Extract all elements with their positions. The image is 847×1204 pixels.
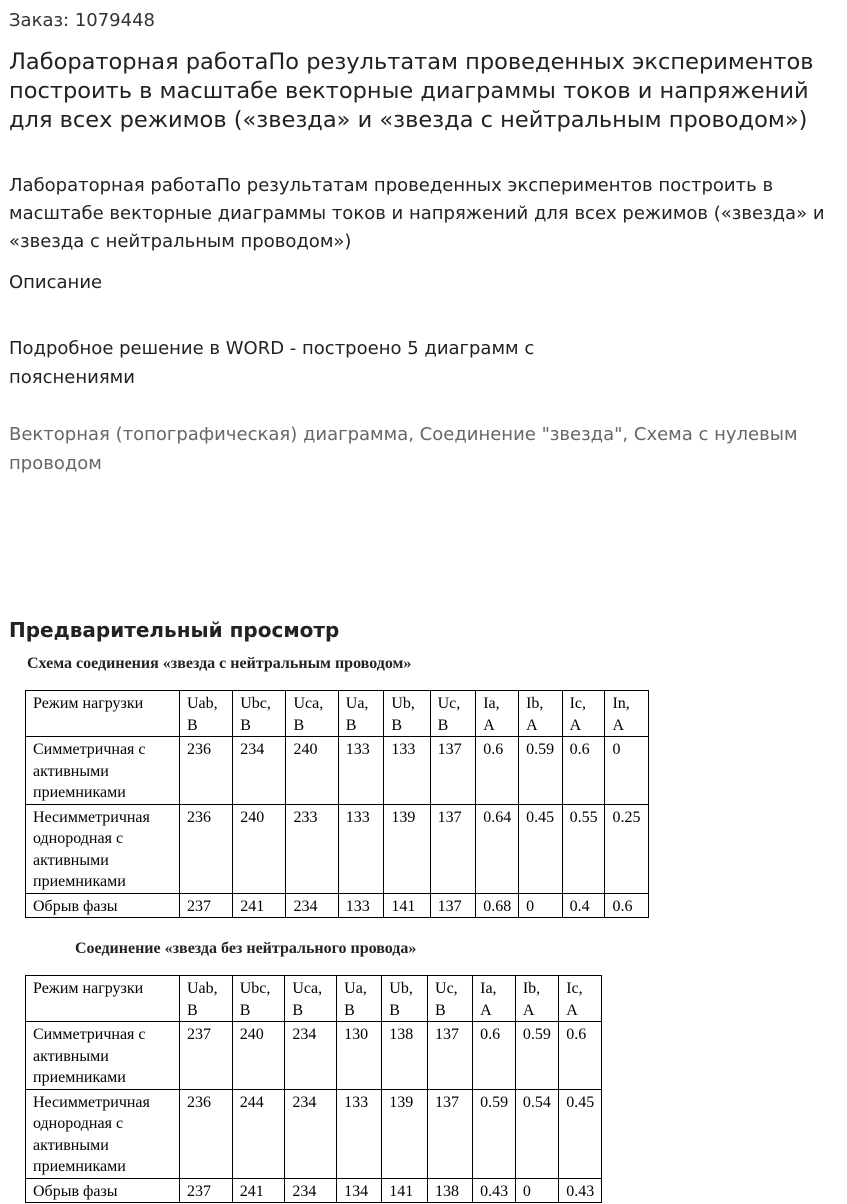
table-cell: Ia, А: [476, 691, 519, 737]
table-cell-mode: Симметричная с активными приемниками: [26, 737, 180, 805]
table-cell: Ub, В: [384, 691, 430, 737]
table1-caption: Схема соединения «звезда с нейтральным проводом»: [27, 655, 412, 672]
table-cell: Ubc, В: [233, 691, 286, 737]
table-cell: Ua, В: [337, 976, 382, 1022]
table-row: [26, 1178, 602, 1203]
table-cell: 134: [337, 1178, 382, 1203]
table-cell: 0.68: [476, 893, 519, 918]
table-cell: 241: [233, 893, 286, 918]
table-cell: 0.64: [476, 804, 519, 893]
order-number: Заказ: 1079448: [9, 10, 155, 31]
table-cell: 0.59: [473, 1089, 516, 1178]
table-cell: Uab, В: [180, 691, 233, 737]
table-cell: 138: [428, 1178, 473, 1203]
table-cell: 137: [428, 1022, 473, 1090]
table-header-row: [26, 691, 649, 737]
table-cell: 237: [180, 1178, 233, 1203]
table-cell: Uc, В: [430, 691, 476, 737]
table-cell: 234: [233, 737, 286, 805]
table-cell: 234: [285, 1022, 337, 1090]
table-cell: Ic, А: [562, 691, 605, 737]
table-row: [26, 1022, 602, 1090]
table-cell: 137: [428, 1089, 473, 1178]
table-cell: Uc, В: [428, 976, 473, 1022]
table-cell: 137: [430, 737, 476, 805]
table-header-row: [26, 976, 602, 1022]
table-cell: Ubc, В: [232, 976, 285, 1022]
table-cell: 0.6: [559, 1022, 602, 1090]
table-cell: Ib, А: [515, 976, 558, 1022]
table-cell: 237: [180, 893, 233, 918]
table-cell: Ub, В: [382, 976, 428, 1022]
table-cell: Ib, А: [519, 691, 563, 737]
table-cell: 236: [180, 1089, 233, 1178]
table-cell: Uab, В: [180, 976, 233, 1022]
table-cell-mode: Несимметричная однородная с активными приемниками: [26, 804, 180, 893]
table-cell: 240: [286, 737, 338, 805]
table-row: [26, 1089, 602, 1178]
table-cell: 0: [515, 1178, 558, 1203]
table-cell: 237: [180, 1022, 233, 1090]
table-cell: 0: [605, 737, 649, 805]
table-cell-mode: Симметричная с активными приемниками: [26, 1022, 180, 1090]
description-tags: Векторная (топографическая) диаграмма, Соединение "звезда", Схема с нулевым проводом: [9, 424, 798, 474]
preview-heading: Предварительный просмотр: [9, 618, 340, 642]
table-cell: 236: [180, 804, 233, 893]
description-heading: Описание: [9, 272, 103, 293]
table-cell: 234: [285, 1089, 337, 1178]
table-cell: 0.54: [515, 1089, 558, 1178]
table-cell: 0.59: [519, 737, 563, 805]
table-cell: 236: [180, 737, 233, 805]
table-cell-mode: Режим нагрузки: [26, 976, 180, 1022]
table-cell: 141: [382, 1178, 428, 1203]
table-cell: 0.43: [473, 1178, 516, 1203]
table-cell: 234: [285, 1178, 337, 1203]
table-cell: 138: [382, 1022, 428, 1090]
table-cell: 0.4: [562, 893, 605, 918]
table-cell-mode: Обрыв фазы: [26, 1178, 180, 1203]
table-cell: 137: [430, 804, 476, 893]
table-cell: 133: [384, 737, 430, 805]
table-cell: 233: [286, 804, 338, 893]
table-neutral-wire: [25, 690, 649, 918]
table2-caption: Соединение «звезда без нейтрального провода»: [75, 940, 417, 957]
table-cell-mode: Режим нагрузки: [26, 691, 180, 737]
table-cell: 130: [337, 1022, 382, 1090]
table-cell: 0.55: [562, 804, 605, 893]
table-cell: 0.43: [559, 1178, 602, 1203]
table-cell: 0.6: [473, 1022, 516, 1090]
table-cell: Ic, А: [559, 976, 602, 1022]
table-cell: 0.6: [605, 893, 649, 918]
table-cell: 133: [338, 737, 384, 805]
page-subtitle: Лабораторная работаПо результатам проведенных экспериментов построить в масштабе векторные диаграммы токов и напряжений для всех режимов («звезда» и «звезда с нейтральным проводом»): [9, 175, 825, 252]
table-cell: 137: [430, 893, 476, 918]
table-cell: 0: [519, 893, 563, 918]
table-row: [26, 804, 649, 893]
table-cell-mode: Несимметричная однородная с активными приемниками: [26, 1089, 180, 1178]
table-cell: 244: [232, 1089, 285, 1178]
table-cell: Uca, В: [286, 691, 338, 737]
table-cell: 234: [286, 893, 338, 918]
description-body: Подробное решение в WORD - построено 5 диаграмм с пояснениями: [9, 338, 535, 388]
table-cell: 139: [382, 1089, 428, 1178]
table-cell: 0.59: [515, 1022, 558, 1090]
table-cell: In, А: [605, 691, 649, 737]
table-cell: Ia, А: [473, 976, 516, 1022]
table-cell: 0.45: [559, 1089, 602, 1178]
table-cell: 141: [384, 893, 430, 918]
table-cell: 0.6: [562, 737, 605, 805]
table-cell-mode: Обрыв фазы: [26, 893, 180, 918]
table-cell: 0.45: [519, 804, 563, 893]
table-cell: 133: [338, 804, 384, 893]
table-cell: 133: [338, 893, 384, 918]
table-cell: 0.6: [476, 737, 519, 805]
table-cell: Ua, В: [338, 691, 384, 737]
table-row: [26, 893, 649, 918]
table-cell: 133: [337, 1089, 382, 1178]
page-title: Лабораторная работаПо результатам проведенных экспериментов построить в масштабе векторные диаграммы токов и напряжений для всех режимов («звезда» и «звезда с нейтральным проводом»): [9, 49, 814, 133]
table-cell: 139: [384, 804, 430, 893]
table-cell: 240: [232, 1022, 285, 1090]
table-row: [26, 737, 649, 805]
table-cell: 0.25: [605, 804, 649, 893]
table-no-neutral-wire: [25, 975, 602, 1203]
table-cell: 240: [233, 804, 286, 893]
table-cell: 241: [232, 1178, 285, 1203]
table-cell: Uca, В: [285, 976, 337, 1022]
